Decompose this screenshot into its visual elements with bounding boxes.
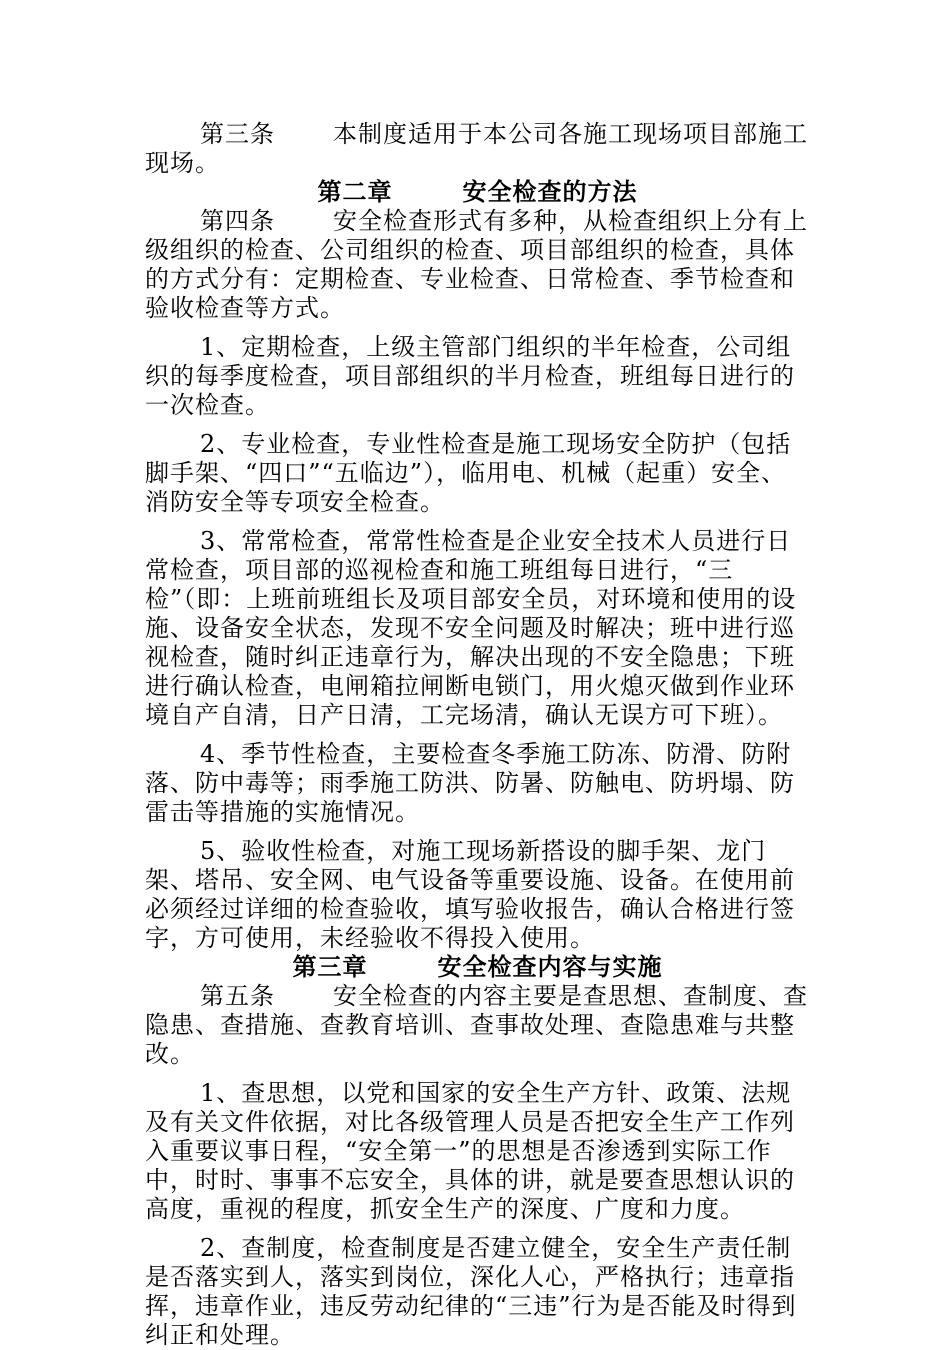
article-label: 第五条	[200, 982, 275, 1010]
chapter-3-heading	[145, 953, 810, 982]
method-item: 3、常常检查，常常性检查是企业安全技术人员进行日常检查，项目部的巡视检查和施工班组每日进行，“三检”（即：上班前班组长及项目部安全员，对环境和使用的设施、设备安全状态，发现不安全问题及时解决；班中进行巡视检查，随时纠正违章行为，解决出现的不安全隐患；下班进行确认检查，电闸箱拉闸断电锁门，用火熄灭做到作业环境自产自清，日产日清，工完场清，确认无误方可下班）。	[145, 527, 797, 729]
method-item: 5、验收性检查，对施工现场新搭设的脚手架、龙门架、塔吊、安全网、电气设备等重要设施、设备。在使用前必须经过详细的检查验收，填写验收报告，确认合格进行签字，方可使用，未经验收不得投入使用。	[145, 837, 795, 952]
article-3-paragraph	[145, 120, 810, 178]
article-5-paragraph	[145, 982, 810, 1069]
method-item: 1、定期检查，上级主管部门组织的半年检查，公司组织的每季度检查，项目部组织的半月检查，班组每日进行的一次检查。	[145, 333, 795, 419]
chapter-2-heading	[145, 178, 810, 207]
chapter-number: 第二章	[317, 178, 393, 206]
chapter-number: 第三章	[292, 953, 368, 981]
document-body	[145, 120, 810, 1350]
article-label: 第四条	[200, 207, 275, 235]
article-text: 安全检查的内容主要是查思想、查制度、查隐患、查措施、查教育培训、查事故处理、查隐患难与共整改。	[145, 982, 808, 1068]
method-item: 4、季节性检查，主要检查冬季施工防冻、防滑、防附落、防中毒等；雨季施工防洪、防暑、防触电、防坍塌、防雷击等措施的实施情况。	[145, 740, 795, 826]
article-4-paragraph	[145, 207, 810, 323]
content-item: 1、查思想，以党和国家的安全生产方针、政策、法规及有关文件依据，对比各级管理人员是否把安全生产工作列入重要议事日程，“安全第一”的思想是否渗透到实际工作中，时时、事事不忘安全，具体的讲，就是要查思想认识的高度，重视的程度，抓安全生产的深度、广度和力度。	[145, 1079, 795, 1223]
chapter-title: 安全检查的方法	[462, 178, 638, 206]
article-label: 第三条	[200, 120, 275, 148]
content-item: 2、查制度，检查制度是否建立健全，安全生产责任制是否落实到人，落实到岗位，深化人心，严格执行；违章指挥，违章作业，违反劳动纪律的“三违”行为是否能及时得到纠正和处理。	[145, 1234, 797, 1349]
chapter-title: 安全检查内容与实施	[437, 953, 663, 981]
method-item: 2、专业检查，专业性检查是施工现场安全防护（包括脚手架、“四口”“五临边”），临用电、机械（起重）安全、消防安全等专项安全检查。	[145, 430, 792, 516]
article-text: 本制度适用于本公司各施工现场项目部施工现场。	[145, 120, 808, 177]
article-text: 安全检查形式有多种，从检查组织上分有上级组织的检查、公司组织的检查、项目部组织的检查，具体的方式分有：定期检查、专业检查、日常检查、季节检查和验收检查等方式。	[145, 207, 808, 322]
